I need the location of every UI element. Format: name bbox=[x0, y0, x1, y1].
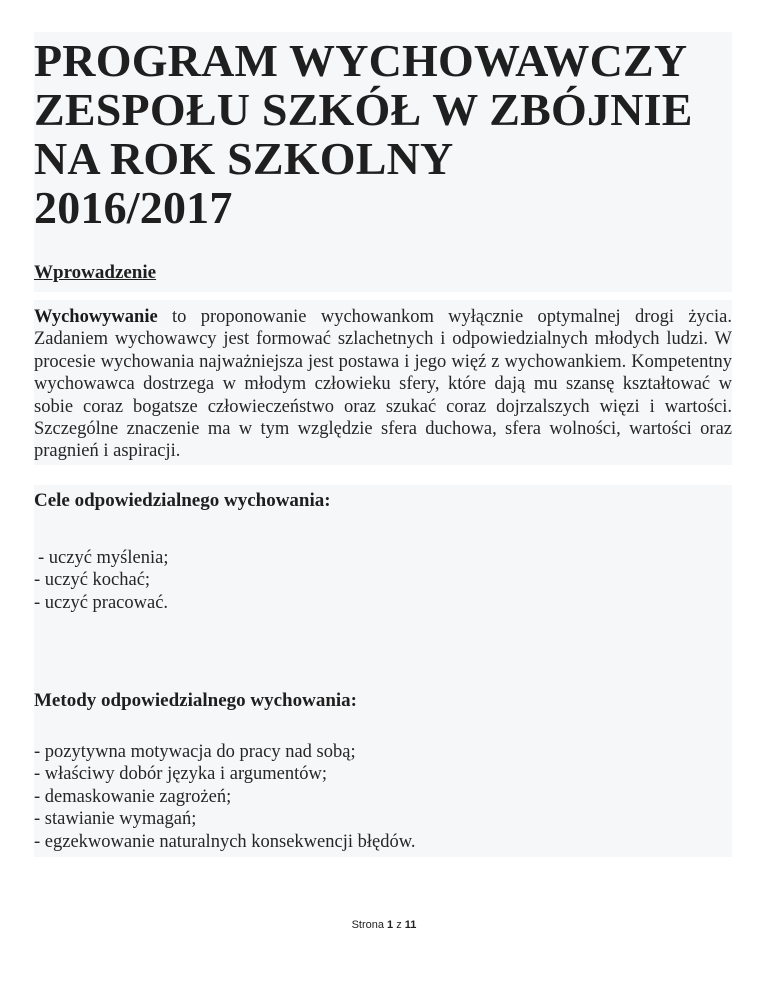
intro-heading: Wprowadzenie bbox=[34, 262, 157, 283]
current-page-number: 1 bbox=[387, 919, 394, 931]
title-line: PROGRAM WYCHOWAWCZY bbox=[34, 35, 688, 86]
methods-heading: Metody odpowiedzialnego wychowania: bbox=[34, 689, 357, 711]
goals-heading: Cele odpowiedzialnego wychowania: bbox=[34, 489, 331, 511]
page-label: Strona bbox=[351, 919, 384, 931]
title-and-intro-section bbox=[34, 32, 732, 292]
page-footer bbox=[0, 919, 768, 931]
title-line: 2016/2017 bbox=[34, 182, 233, 233]
list-item: - uczyć myślenia; bbox=[38, 547, 169, 568]
list-item: - demaskowanie zagrożeń; bbox=[34, 786, 232, 807]
list-item: - uczyć pracować. bbox=[34, 593, 169, 614]
methods-list bbox=[34, 741, 732, 854]
total-pages-number: 11 bbox=[404, 919, 417, 931]
document-page bbox=[34, 32, 732, 857]
intro-lead-term: Wychowywanie bbox=[34, 307, 158, 327]
title-line: NA ROK SZKOLNY bbox=[34, 133, 454, 184]
document-title bbox=[34, 32, 732, 238]
goals-and-methods-section bbox=[34, 485, 732, 857]
list-item: - uczyć kochać; bbox=[34, 570, 151, 591]
intro-heading-row bbox=[34, 238, 732, 292]
list-item: - stawianie wymagań; bbox=[34, 809, 197, 830]
list-item: - właściwy dobór języka i argumentów; bbox=[34, 764, 328, 785]
goals-list bbox=[34, 547, 732, 615]
intro-paragraph bbox=[34, 300, 732, 465]
list-item: - pozytywna motywacja do pracy nad sobą; bbox=[34, 741, 356, 762]
title-line: ZESPOŁU SZKÓŁ W ZBÓJNIE bbox=[34, 84, 693, 135]
intro-text: to proponowanie wychowankom wyłącznie optymalnej drogi życia. Zadaniem wychowawcy jest formować szlachetnych i odpowiedzialnych młodych ludzi. W procesie wychowania najważniejsza jest postawa i jego więź z wychowankiem. Kompetentny wychowawca dostrzega w młodym człowieku sfery, które dają mu szansę kształtować w sobie coraz bogatsze człowieczeństwo oraz szukać coraz dojrzalszych więzi i wartości. Szczególne znaczenie ma w tym względzie sfera duchowa, sfera wolności, wartości oraz pragnień i aspiracji. bbox=[34, 307, 732, 462]
list-item: - egzekwowanie naturalnych konsekwencji błędów. bbox=[34, 832, 416, 852]
page-of-label: z bbox=[396, 919, 402, 931]
